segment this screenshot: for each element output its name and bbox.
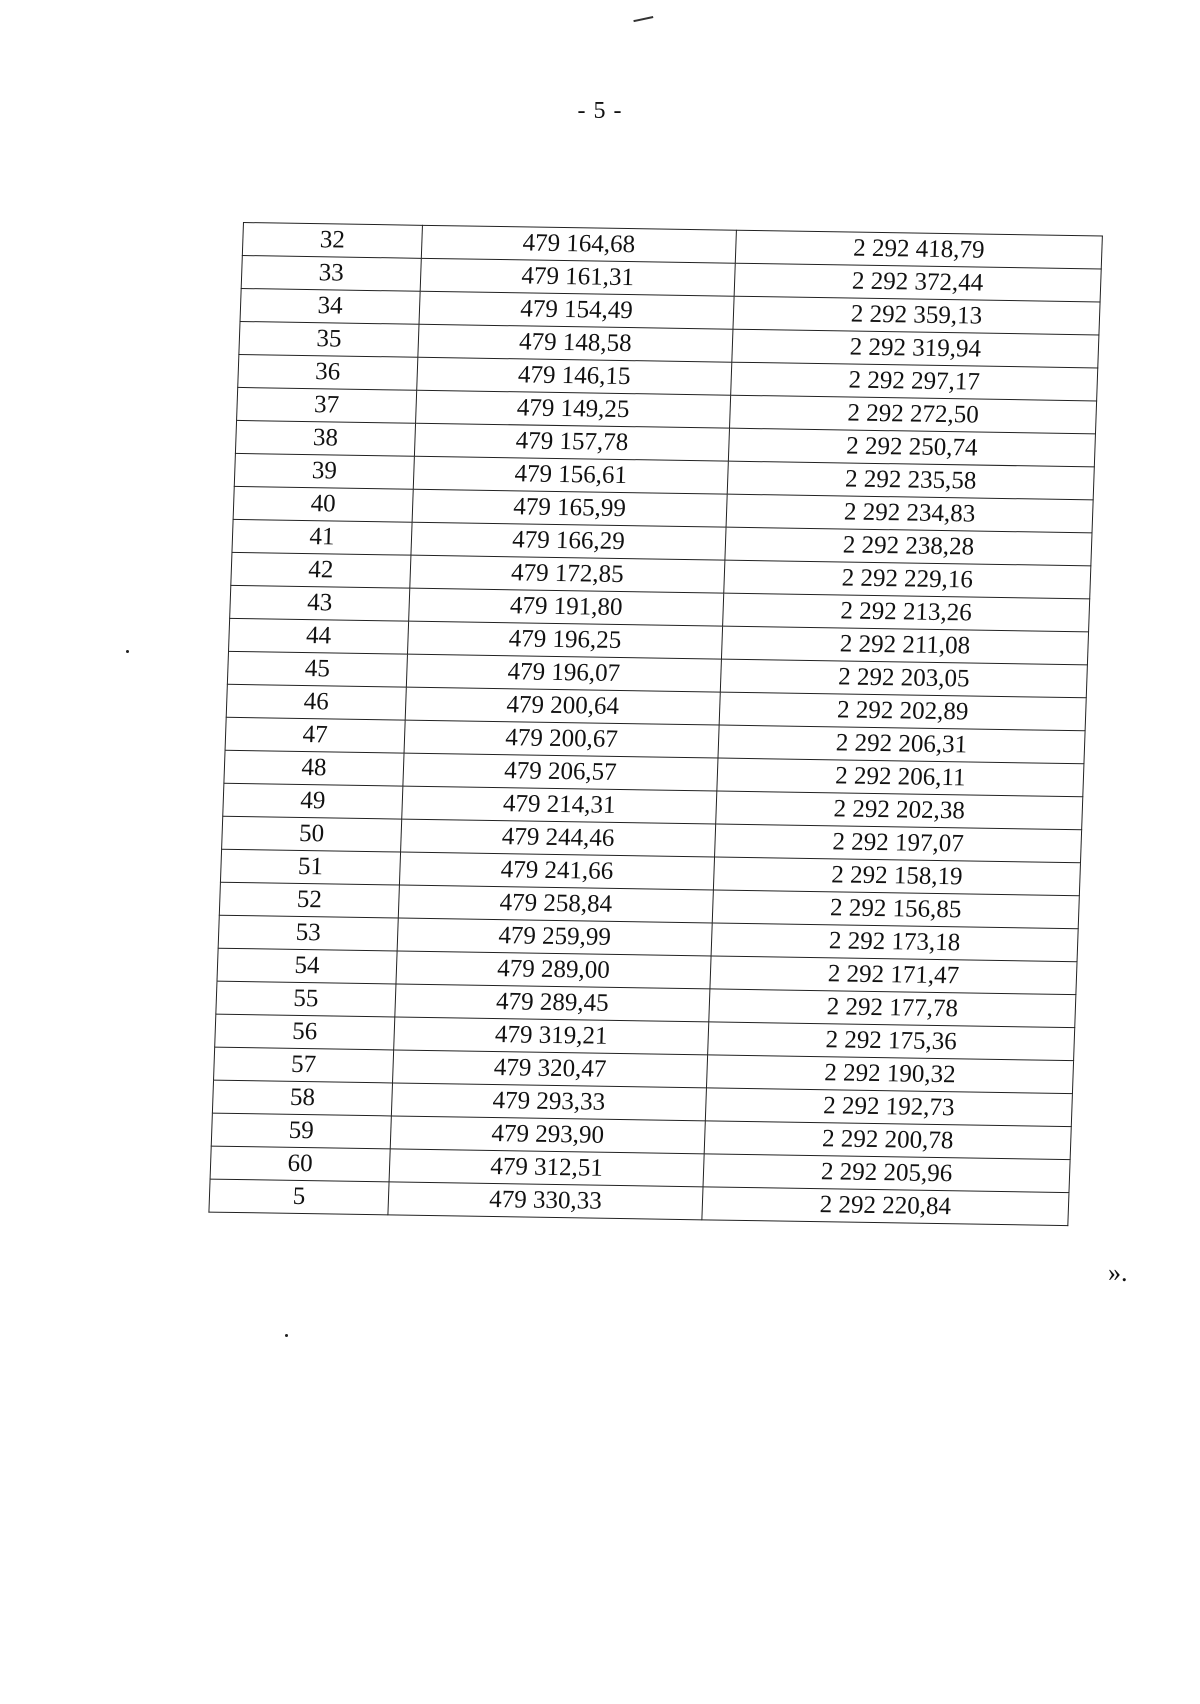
- point-number-cell: 48: [224, 750, 404, 786]
- x-coordinate-cell: 479 312,51: [389, 1149, 704, 1187]
- y-coordinate-cell: 2 292 213,26: [723, 593, 1090, 632]
- scan-speck: [285, 1334, 288, 1337]
- point-number-cell: 44: [229, 618, 409, 654]
- x-coordinate-cell: 479 289,45: [395, 984, 710, 1022]
- y-coordinate-cell: 2 292 203,05: [720, 659, 1087, 698]
- y-coordinate-cell: 2 292 197,07: [715, 824, 1082, 863]
- point-number-cell: 33: [241, 255, 421, 291]
- point-number-cell: 35: [239, 321, 419, 357]
- x-coordinate-cell: 479 191,80: [409, 588, 724, 626]
- x-coordinate-cell: 479 156,61: [413, 456, 728, 494]
- point-number-cell: 5: [209, 1179, 389, 1215]
- point-number-cell: 37: [237, 387, 417, 423]
- point-number-cell: 60: [210, 1146, 390, 1182]
- coordinate-table-container: [208, 222, 1100, 1226]
- x-coordinate-cell: 479 161,31: [420, 258, 735, 296]
- x-coordinate-cell: 479 164,68: [421, 225, 736, 263]
- y-coordinate-cell: 2 292 372,44: [734, 263, 1101, 302]
- x-coordinate-cell: 479 196,07: [406, 654, 721, 692]
- x-coordinate-cell: 479 206,57: [403, 753, 718, 791]
- point-number-cell: 38: [235, 420, 415, 456]
- point-number-cell: 53: [218, 915, 398, 951]
- y-coordinate-cell: 2 292 250,74: [728, 428, 1095, 467]
- x-coordinate-cell: 479 200,64: [405, 687, 720, 725]
- y-coordinate-cell: 2 292 158,19: [713, 857, 1080, 896]
- x-coordinate-cell: 479 320,47: [393, 1050, 708, 1088]
- y-coordinate-cell: 2 292 156,85: [712, 890, 1079, 929]
- y-coordinate-cell: 2 292 319,94: [732, 329, 1099, 368]
- point-number-cell: 47: [225, 717, 405, 753]
- y-coordinate-cell: 2 292 297,17: [731, 362, 1098, 401]
- point-number-cell: 55: [216, 981, 396, 1017]
- coordinate-table: [208, 222, 1102, 1226]
- y-coordinate-cell: 2 292 229,16: [724, 560, 1091, 599]
- y-coordinate-cell: 2 292 272,50: [730, 395, 1097, 434]
- point-number-cell: 40: [233, 486, 413, 522]
- y-coordinate-cell: 2 292 234,83: [726, 494, 1093, 533]
- y-coordinate-cell: 2 292 206,11: [717, 758, 1084, 797]
- point-number-cell: 42: [231, 552, 411, 588]
- x-coordinate-cell: 479 196,25: [407, 621, 722, 659]
- point-number-cell: 45: [227, 651, 407, 687]
- x-coordinate-cell: 479 258,84: [398, 885, 713, 923]
- point-number-cell: 39: [234, 453, 414, 489]
- x-coordinate-cell: 479 148,58: [418, 324, 733, 362]
- point-number-cell: 54: [217, 948, 397, 984]
- y-coordinate-cell: 2 292 206,31: [718, 725, 1085, 764]
- y-coordinate-cell: 2 292 205,96: [703, 1154, 1070, 1193]
- y-coordinate-cell: 2 292 418,79: [735, 230, 1102, 269]
- point-number-cell: 32: [242, 223, 422, 259]
- point-number-cell: 34: [240, 288, 420, 324]
- y-coordinate-cell: 2 292 173,18: [711, 923, 1078, 962]
- x-coordinate-cell: 479 172,85: [410, 555, 725, 593]
- y-coordinate-cell: 2 292 220,84: [702, 1187, 1069, 1226]
- point-number-cell: 41: [232, 519, 412, 555]
- y-coordinate-cell: 2 292 235,58: [727, 461, 1094, 500]
- x-coordinate-cell: 479 259,99: [397, 918, 712, 956]
- scan-speck: [126, 650, 129, 653]
- x-coordinate-cell: 479 146,15: [417, 357, 732, 395]
- point-number-cell: 36: [238, 354, 418, 390]
- scan-artifact-mark: [633, 16, 654, 28]
- y-coordinate-cell: 2 292 177,78: [709, 989, 1076, 1028]
- y-coordinate-cell: 2 292 202,38: [716, 791, 1083, 830]
- y-coordinate-cell: 2 292 238,28: [725, 527, 1092, 566]
- x-coordinate-cell: 479 154,49: [419, 291, 734, 329]
- x-coordinate-cell: 479 244,46: [401, 819, 716, 857]
- point-number-cell: 56: [215, 1014, 395, 1050]
- point-number-cell: 43: [230, 585, 410, 621]
- y-coordinate-cell: 2 292 202,89: [719, 692, 1086, 731]
- point-number-cell: 58: [212, 1080, 392, 1116]
- x-coordinate-cell: 479 200,67: [404, 720, 719, 758]
- x-coordinate-cell: 479 214,31: [402, 786, 717, 824]
- x-coordinate-cell: 479 166,29: [411, 522, 726, 560]
- point-number-cell: 51: [220, 849, 400, 885]
- x-coordinate-cell: 479 330,33: [388, 1182, 703, 1220]
- closing-quote-mark: ».: [1108, 1258, 1128, 1287]
- x-coordinate-cell: 479 149,25: [416, 390, 731, 428]
- y-coordinate-cell: 2 292 175,36: [708, 1022, 1075, 1061]
- point-number-cell: 59: [211, 1113, 391, 1149]
- x-coordinate-cell: 479 293,90: [390, 1116, 705, 1154]
- x-coordinate-cell: 479 165,99: [412, 489, 727, 527]
- x-coordinate-cell: 479 319,21: [394, 1017, 709, 1055]
- y-coordinate-cell: 2 292 171,47: [710, 956, 1077, 995]
- y-coordinate-cell: 2 292 211,08: [721, 626, 1088, 665]
- x-coordinate-cell: 479 293,33: [391, 1083, 706, 1121]
- point-number-cell: 57: [214, 1047, 394, 1083]
- point-number-cell: 46: [226, 684, 406, 720]
- y-coordinate-cell: 2 292 192,73: [705, 1088, 1072, 1127]
- y-coordinate-cell: 2 292 359,13: [733, 296, 1100, 335]
- x-coordinate-cell: 479 289,00: [396, 951, 711, 989]
- page-number: - 5 -: [577, 98, 623, 124]
- x-coordinate-cell: 479 241,66: [399, 852, 714, 890]
- y-coordinate-cell: 2 292 200,78: [704, 1121, 1071, 1160]
- x-coordinate-cell: 479 157,78: [414, 423, 729, 461]
- point-number-cell: 50: [222, 816, 402, 852]
- point-number-cell: 52: [219, 882, 399, 918]
- point-number-cell: 49: [223, 783, 403, 819]
- coordinate-table-body: [209, 223, 1102, 1226]
- y-coordinate-cell: 2 292 190,32: [706, 1055, 1073, 1094]
